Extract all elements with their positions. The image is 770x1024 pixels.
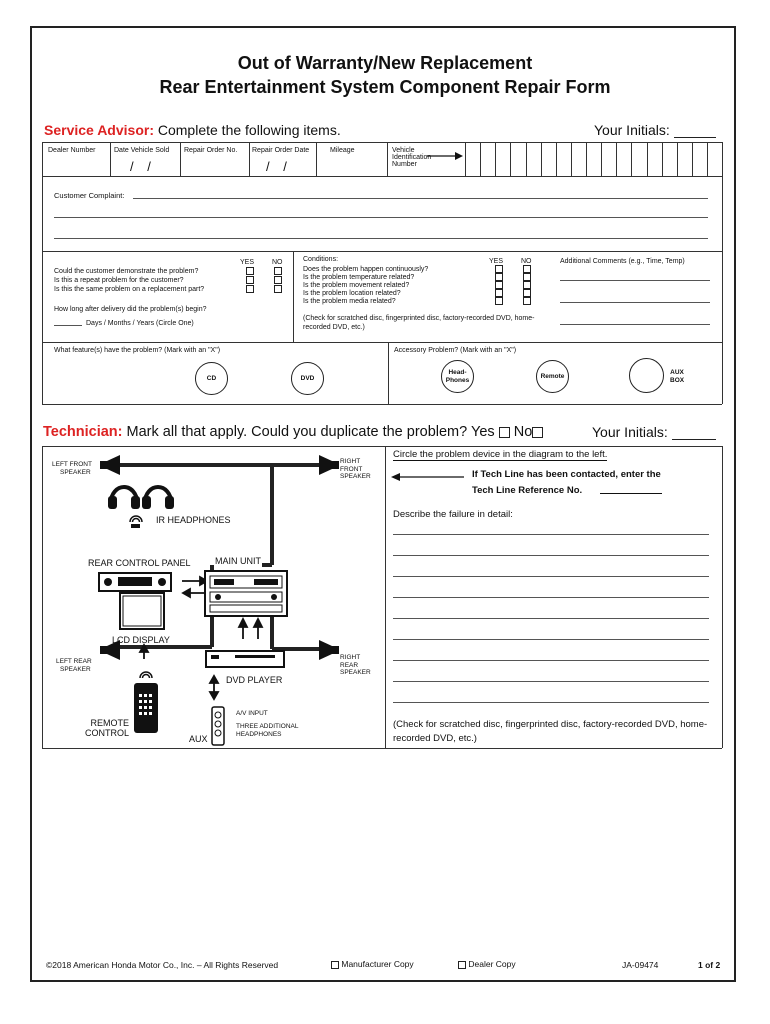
yes-header: YES — [240, 259, 255, 266]
checkbox-no[interactable] — [523, 289, 531, 297]
grid-line — [385, 446, 386, 748]
techline-text-2: Tech Line Reference No. — [472, 485, 583, 496]
remote-control-icon[interactable] — [133, 682, 159, 734]
checkbox-yes[interactable] — [246, 276, 254, 284]
left-front-speaker-icon[interactable] — [100, 455, 122, 475]
tech-initials-label: Your Initials: — [592, 424, 668, 440]
remote-text-2: CONTROL — [85, 728, 130, 738]
vin-boxes[interactable] — [465, 142, 722, 176]
checkbox-yes[interactable] — [495, 281, 503, 289]
describe-line[interactable] — [393, 681, 709, 682]
complaint-line[interactable] — [54, 238, 708, 239]
describe-label: Describe the failure in detail: — [393, 509, 513, 520]
grid-line — [388, 342, 389, 404]
question-demonstrate: Could the customer demonstrate the problem? — [54, 268, 199, 275]
condition-location: Is the problem location related? — [303, 290, 401, 297]
remote-text-1: REMOTE — [90, 718, 130, 728]
copyright-text: ©2018 American Honda Motor Co., Inc. – All Rights Reserved — [46, 960, 279, 970]
checkbox-yes[interactable] — [495, 289, 503, 297]
delivery-units: Days / Months / Years (Circle One) — [86, 320, 194, 327]
dvd-player-icon[interactable] — [205, 650, 285, 668]
condition-temperature: Is the problem temperature related? — [303, 274, 415, 281]
comments-line[interactable] — [560, 302, 710, 303]
page-number: 1 of 2 — [698, 960, 721, 970]
headphones-icon[interactable] — [106, 476, 178, 510]
rr-text-1: RIGHT — [340, 654, 361, 661]
dealer-copy-checkbox[interactable] — [458, 961, 466, 969]
service-advisor-label: Service Advisor: — [44, 122, 154, 138]
technician-label: Technician: — [43, 424, 123, 440]
techline-ref-field[interactable] — [600, 493, 662, 494]
form-number: JA-09474 — [622, 960, 659, 970]
rf-text-1: RIGHT — [340, 458, 361, 465]
describe-line[interactable] — [393, 597, 709, 598]
describe-line[interactable] — [393, 660, 709, 661]
duplicate-yes-label: Yes — [471, 424, 495, 440]
customer-complaint-label: Customer Complaint: — [54, 191, 125, 200]
checkbox-yes[interactable] — [495, 273, 503, 281]
dealer-copy-label: Dealer Copy — [468, 959, 516, 969]
grid-line — [180, 142, 181, 176]
comments-line[interactable] — [560, 324, 710, 325]
main-unit-icon[interactable] — [204, 570, 288, 617]
aux-input-icon[interactable] — [211, 706, 225, 746]
checkbox-no[interactable] — [523, 265, 531, 273]
lr-text-1: LEFT REAR — [56, 658, 92, 665]
duplicate-no-checkbox[interactable] — [532, 427, 543, 438]
duplicate-yes-checkbox[interactable] — [499, 427, 510, 438]
aux-text-1: AUX — [670, 369, 684, 376]
service-advisor-instruction: Complete the following items. — [157, 122, 341, 138]
aux-label: AUX — [189, 734, 208, 744]
manufacturer-copy-checkbox[interactable] — [331, 961, 339, 969]
accessory-question: Accessory Problem? (Mark with an "X") — [394, 347, 517, 354]
checkbox-no[interactable] — [523, 281, 531, 289]
no-header: NO — [272, 259, 283, 266]
describe-line[interactable] — [393, 618, 709, 619]
left-rear-speaker-label — [56, 658, 92, 673]
three-headphones-label — [236, 723, 298, 738]
aux-text-2: BOX — [670, 377, 685, 384]
right-rear-speaker-icon[interactable] — [317, 640, 339, 660]
complaint-line[interactable] — [54, 217, 708, 218]
service-advisor-header — [44, 122, 341, 138]
comments-line[interactable] — [560, 280, 710, 281]
advisor-initials-label: Your Initials: — [594, 122, 670, 138]
cond-no-header: NO — [521, 258, 532, 265]
tech-initials — [592, 424, 716, 440]
left-front-speaker-label — [52, 461, 92, 476]
form-title-line1: Out of Warranty/New Replacement — [237, 53, 533, 73]
delivery-field[interactable] — [54, 325, 82, 326]
accessory-remote-circle[interactable]: Remote — [536, 360, 569, 393]
vin-arrow-icon — [425, 151, 465, 161]
grid-line — [42, 251, 722, 252]
technician-instruction: Mark all that apply. Could you duplicate the problem? — [126, 424, 468, 440]
techline-arrow-icon — [390, 472, 466, 482]
three-text-2: HEADPHONES — [236, 730, 282, 738]
technician-header — [43, 424, 543, 440]
grid-line — [42, 176, 722, 177]
remote-signal-icon — [138, 666, 154, 680]
grid-line — [249, 142, 250, 176]
grid-line — [42, 748, 722, 749]
dealer-number-label: Dealer Number — [48, 147, 96, 154]
checkbox-yes[interactable] — [495, 265, 503, 273]
vin-label-1: Vehicle — [392, 147, 415, 154]
rf-text-3: SPEAKER — [340, 473, 371, 480]
lf-text-2: SPEAKER — [60, 468, 91, 476]
grid-line — [722, 446, 723, 748]
accessory-aux-circle[interactable] — [629, 358, 664, 393]
rear-control-panel-label: REAR CONTROL PANEL — [88, 558, 191, 568]
describe-line[interactable] — [393, 555, 709, 556]
check-note: (Check for scratched disc, fingerprinted disc, factory-recorded DVD, home-recorded DVD, etc.) — [393, 719, 708, 744]
acc-headphones-text-2: Phones — [445, 376, 470, 384]
duplicate-no-label: No — [513, 424, 533, 440]
av-input-label: A/V INPUT — [236, 710, 268, 717]
describe-line[interactable] — [393, 639, 709, 640]
checkbox-yes[interactable] — [495, 297, 503, 305]
feature-dvd-circle[interactable]: DVD — [291, 362, 324, 395]
lr-text-2: SPEAKER — [60, 665, 91, 673]
ir-headphones-label: IR HEADPHONES — [156, 515, 231, 525]
aux-box-label — [670, 369, 684, 385]
vin-label-3: Number — [392, 161, 417, 168]
checkbox-no[interactable] — [274, 276, 282, 284]
advisor-initials — [594, 122, 716, 138]
cond-yes-header: YES — [489, 258, 504, 265]
checkbox-yes[interactable] — [246, 267, 254, 275]
ir-transmitter-icon — [131, 524, 140, 528]
complaint-line[interactable] — [133, 198, 708, 199]
date-sold-slashes: / / — [130, 159, 156, 174]
describe-line[interactable] — [393, 534, 709, 535]
describe-line[interactable] — [393, 576, 709, 577]
checkbox-no[interactable] — [523, 297, 531, 305]
right-front-speaker-icon[interactable] — [317, 455, 339, 475]
tech-initials-field[interactable] — [672, 439, 716, 440]
techline-text-1: If Tech Line has been contacted, enter the — [472, 469, 661, 480]
manufacturer-copy — [331, 959, 414, 969]
conditions-note: (Check for scratched disc, fingerprinted disc, factory-recorded DVD, home-recorded DVD, etc.) — [303, 315, 535, 331]
checkbox-no[interactable] — [274, 267, 282, 275]
accessory-headphones-circle[interactable] — [441, 360, 474, 393]
additional-comments-label: Additional Comments (e.g., Time, Temp) — [560, 258, 685, 265]
dvd-player-label: DVD PLAYER — [226, 675, 283, 685]
feature-question: What feature(s) have the problem? (Mark with an "X") — [54, 347, 221, 354]
rf-text-2: FRONT — [340, 465, 363, 473]
vin-label-2: Identification — [392, 154, 432, 161]
feature-cd-circle[interactable]: CD — [195, 362, 228, 395]
ir-signal-icon — [128, 510, 144, 524]
lf-text-1: LEFT FRONT — [52, 461, 92, 468]
ro-no-label: Repair Order No. — [184, 147, 238, 154]
checkbox-no[interactable] — [523, 273, 531, 281]
condition-continuous: Does the problem happen continuously? — [303, 266, 429, 273]
delivery-question: How long after delivery did the problem(s) begin? — [54, 306, 207, 313]
grid-line — [42, 404, 722, 405]
lcd-display-icon[interactable] — [119, 592, 165, 632]
three-text-1: THREE ADDITIONAL — [236, 723, 299, 730]
rr-text-3: SPEAKER — [340, 669, 371, 676]
circle-instruction: Circle the problem device in the diagram to the left. — [393, 449, 608, 460]
condition-media: Is the problem media related? — [303, 298, 396, 305]
grid-line — [722, 142, 723, 404]
mileage-label: Mileage — [330, 147, 355, 154]
date-sold-label: Date Vehicle Sold — [114, 147, 170, 154]
dealer-copy — [458, 959, 516, 969]
manufacturer-copy-label: Manufacturer Copy — [341, 959, 414, 969]
checkbox-yes[interactable] — [246, 285, 254, 293]
rr-text-2: REAR — [340, 661, 359, 669]
ro-date-slashes: / / — [266, 159, 292, 174]
remote-control-label — [85, 718, 129, 738]
advisor-initials-field[interactable] — [674, 137, 716, 138]
right-front-speaker-label — [340, 458, 371, 481]
grid-line — [387, 142, 388, 176]
condition-movement: Is the problem movement related? — [303, 282, 410, 289]
question-repeat: Is this a repeat problem for the customer? — [54, 277, 184, 284]
right-rear-speaker-label — [340, 654, 371, 677]
main-unit-label: MAIN UNIT — [215, 556, 261, 566]
describe-line[interactable] — [393, 702, 709, 703]
grid-line — [42, 342, 722, 343]
conditions-label: Conditions: — [303, 256, 339, 263]
grid-line — [110, 142, 111, 176]
checkbox-no[interactable] — [274, 285, 282, 293]
rear-control-panel-icon[interactable] — [98, 572, 172, 592]
lcd-display-label: LCD DISPLAY — [112, 635, 170, 645]
grid-line — [42, 142, 43, 404]
question-replacement: Is this the same problem on a replacement part? — [54, 286, 205, 293]
form-title-line2: Rear Entertainment System Component Repair Form — [159, 77, 611, 97]
grid-line — [316, 142, 317, 176]
grid-line — [293, 251, 294, 342]
acc-headphones-text-1: Head- — [448, 368, 467, 376]
ro-date-label: Repair Order Date — [252, 147, 310, 154]
